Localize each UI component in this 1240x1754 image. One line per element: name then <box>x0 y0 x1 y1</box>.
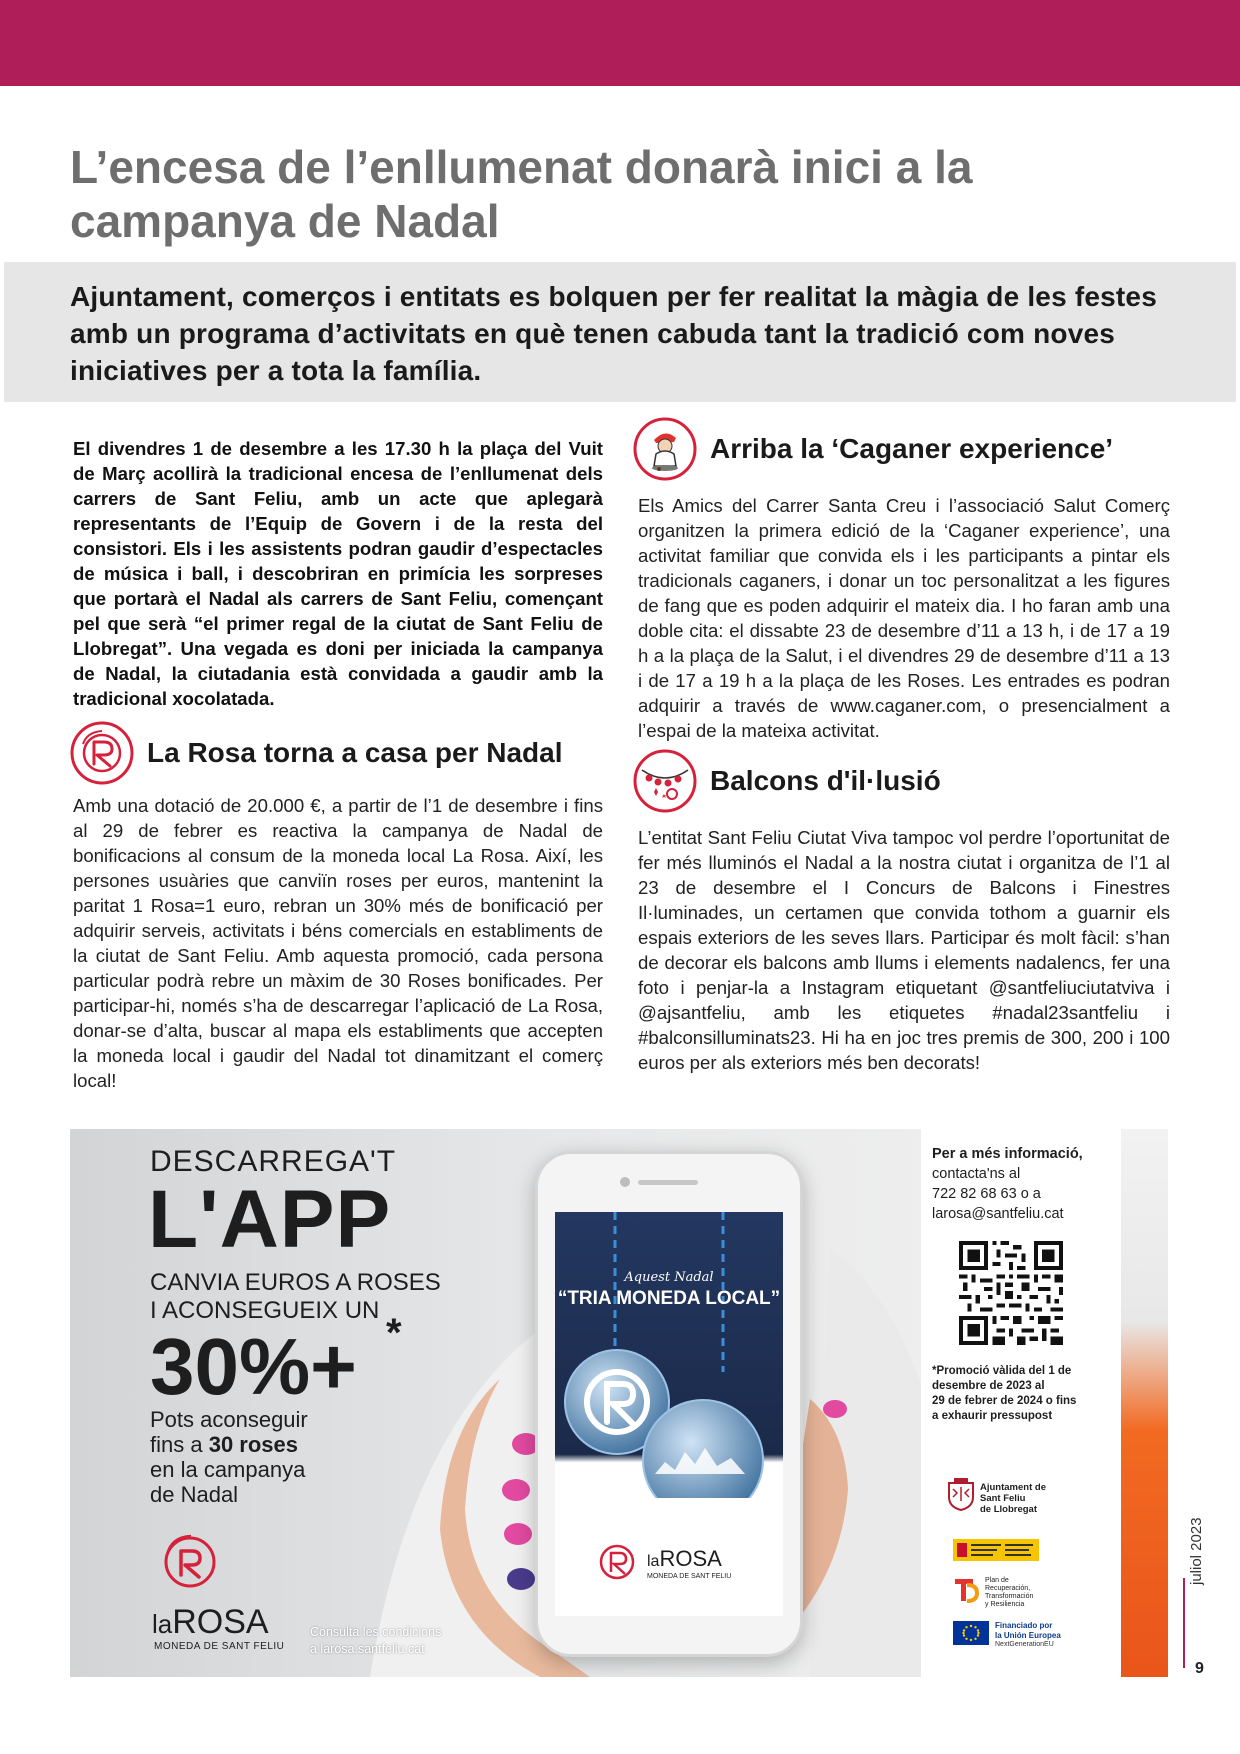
lead-paragraph: Ajuntament, comerços i entitats es bolquen per fer realitat la màgia de les festes amb un programa d’activitats en què tenen cabuda tant la tradició com noves iniciatives per a tota la família. <box>70 281 1157 386</box>
prtr-line2: Recuperación, <box>985 1585 1031 1592</box>
prtr-line1: Plan de <box>985 1577 1009 1584</box>
right-column <box>638 413 1170 1075</box>
la-rosa-logo-icon <box>155 1529 225 1595</box>
phone-camera <box>620 1177 630 1187</box>
ad-consulta-line1: Consulta les condicions <box>310 1625 442 1639</box>
ad-pots-line2 <box>150 1432 298 1458</box>
ad-kicker: DESCARREGA'T <box>150 1145 397 1178</box>
screen-la-rosa-subtitle: MONEDA DE SANT FELIU <box>647 1573 732 1580</box>
info-phone: 722 82 68 63 o a <box>932 1186 1041 1202</box>
prtr-line3: Transformación <box>985 1593 1034 1600</box>
screen-script-text: Aquest Nadal <box>624 1270 714 1285</box>
ad-pots-line2-b: 30 roses <box>208 1432 298 1457</box>
la-rosa-rosa: ROSA <box>172 1603 269 1641</box>
phone-screen <box>555 1212 783 1616</box>
promo-line3: 29 de febrer de 2024 o fins <box>932 1395 1077 1407</box>
promo-line1: *Promoció vàlida del 1 de <box>932 1365 1072 1377</box>
prtr-line4: y Resiliencia <box>985 1601 1025 1608</box>
eu-line3: NextGenerationEU <box>995 1641 1054 1648</box>
screen-la: la <box>647 1553 660 1570</box>
intro-paragraph: El divendres 1 de desembre a les 17.30 h la plaça del Vuit de Març acollirà la tradicional encesa de l’enllumenat dels carrers de Sant Feliu, amb un acte que aplegarà representants de l’Equip de Govern i de la resta del consistori. Els i les assistents podran gaudir d’espectacles de música i ball, i descobriran en primícia les sorpreses que portarà el Nadal als carrers de Sant Feliu, començant pel que serà “el primer regal de la ciutat de Sant Feliu de Llobregat”. Una vegada es doni per iniciada la campanya de Nadal, la ciutadania està convidada a gaudir amb la tradicional xocolatada. <box>73 438 603 709</box>
header-bar <box>0 0 1240 86</box>
issue-date: juliol 2023 <box>1188 1517 1205 1585</box>
ajuntament-line3: de Llobregat <box>980 1504 1038 1515</box>
info-line2: contacta'ns al <box>932 1166 1021 1182</box>
ad-consulta-line2: a larosa.santfeliu.cat <box>310 1642 425 1656</box>
ad-pots-line2-a: fins a <box>150 1432 209 1457</box>
ad-pots-line1: Pots aconseguir <box>150 1407 308 1432</box>
eu-flag-icon <box>953 1621 989 1645</box>
footer-divider <box>1183 1578 1185 1668</box>
christmas-lights-icon <box>632 748 698 814</box>
ad-line1: CANVIA EUROS A ROSES <box>150 1269 441 1296</box>
ad-line2: I ACONSEGUEIX UN <box>150 1297 380 1324</box>
section-header-balcons <box>632 745 1170 817</box>
promo-line2: desembre de 2023 al <box>932 1380 1045 1392</box>
page-title: L’encesa de l’enllumenat donarà inici a la campanya de Nadal <box>70 141 973 247</box>
ad-asterisk: * <box>386 1311 402 1355</box>
section-body: Amb una dotació de 20.000 €, a partir de l’1 de desembre i fins al 29 de febrer es reactiva la campanya de Nadal de bonificacions al consum de la moneda local La Rosa. Així, les persones usuàries que canviïn roses per euros, mantenint la paritat 1 Rosa=1 euro, rebran un 30% més de bonificació per adquirir serveis, activitats i béns comercials en establiments de la ciutat de Sant Feliu. Amb aquesta promoció, cada persona particular podrà rebre un màxim de 30 Roses bonificades. Per participar-hi, només s’ha de descarregar l’aplicació de La Rosa, donar-se d’alta, buscar al mapa els establiments que accepten la moneda local i gaudir del Nadal tot dinamitzant el comerç local! <box>73 795 603 1091</box>
la-rosa-wordmark <box>152 1603 269 1642</box>
qr-code-icon[interactable] <box>959 1241 1063 1345</box>
promo-line4: a exhaurir pressupost <box>932 1410 1053 1422</box>
screen-la-rosa-wordmark <box>647 1546 722 1572</box>
gobierno-espana-logo-icon <box>953 1539 1039 1561</box>
section-header-caganer <box>632 413 1170 485</box>
section-header-rosa <box>69 717 603 789</box>
la-rosa-la: la <box>152 1609 173 1639</box>
section-title: Arriba la ‘Caganer experience’ <box>710 433 1114 464</box>
phone-speaker <box>638 1180 698 1185</box>
section-title: Balcons d'il·lusió <box>710 765 941 796</box>
page-number: 9 <box>1195 1660 1204 1677</box>
la-rosa-subtitle: MONEDA DE SANT FELIU <box>154 1641 285 1652</box>
ad-pots-line4: de Nadal <box>150 1482 239 1507</box>
ad-pots-line3: en la campanya <box>150 1457 306 1482</box>
ad-percent: 30%+ <box>150 1322 357 1411</box>
section-title: La Rosa torna a casa per Nadal <box>147 737 563 768</box>
caganer-icon <box>632 416 698 482</box>
la-rosa-advertisement <box>70 1129 1168 1677</box>
left-column <box>73 436 603 1093</box>
rosa-logo-icon <box>69 720 135 786</box>
info-line1: Per a més informació, <box>932 1146 1083 1162</box>
eu-line2: la Unión Europea <box>995 1631 1061 1640</box>
ajuntament-line1: Ajuntament de <box>980 1482 1046 1493</box>
ajuntament-line2: Sant Feliu <box>980 1493 1026 1504</box>
phone-mockup <box>535 1151 803 1657</box>
prtr-logo-icon <box>953 1575 981 1603</box>
section-body: L’entitat Sant Feliu Ciutat Viva tampoc vol perdre l’oportunitat de fer més lluminós el Nadal a la nostra ciutat i organitza de l’1 al 23 de desembre el I Concurs de Balcons i Finestres Il·luminades, un certamen que convida tothom a guarnir els espais exteriors de les seves llars. Participar és molt fàcil: s’han de decorar els balcons amb llums i elements nadalencs, fer una foto i penjar-la a Instagram etiquetant @santfeliuciutatviva i @ajsantfeliu, amb les etiquetes #nadal23santfeliu i #balconsilluminats23. Hi ha en joc tres premis de 300, 200 i 100 euros per als exteriors més ben decorats! <box>638 827 1170 1073</box>
screen-title: “TRIA MONEDA LOCAL” <box>557 1288 781 1309</box>
eu-line1: Financiado por <box>995 1621 1053 1630</box>
ad-info-panel <box>921 1129 1121 1677</box>
ad-headline: L'APP <box>148 1174 392 1265</box>
ajuntament-shield-icon <box>947 1477 975 1511</box>
info-email[interactable]: larosa@santfeliu.cat <box>932 1206 1064 1222</box>
screen-rosa: ROSA <box>659 1546 722 1571</box>
section-body: Els Amics del Carrer Santa Creu i l’associació Salut Comerç organitzen la primera edició de la ‘Caganer experience’, una activitat familiar que convida els i les participants a pintar els tradicionals caganers, i donar un toc personalitzat a les figures de fang que es poden adquirir el mateix dia. I ho faran amb una doble cita: el dissabte 23 de desembre d’11 a 13 h, i de 17 a 19 h a la plaça de la Salut, i el divendres 29 de desembre d’11 a 13 i de 17 a 19 h a la plaça de les Roses. Les entrades es podran adquirir a través de www.caganer.com, o presencialment a l’espai de la mateixa activitat. <box>638 495 1170 741</box>
